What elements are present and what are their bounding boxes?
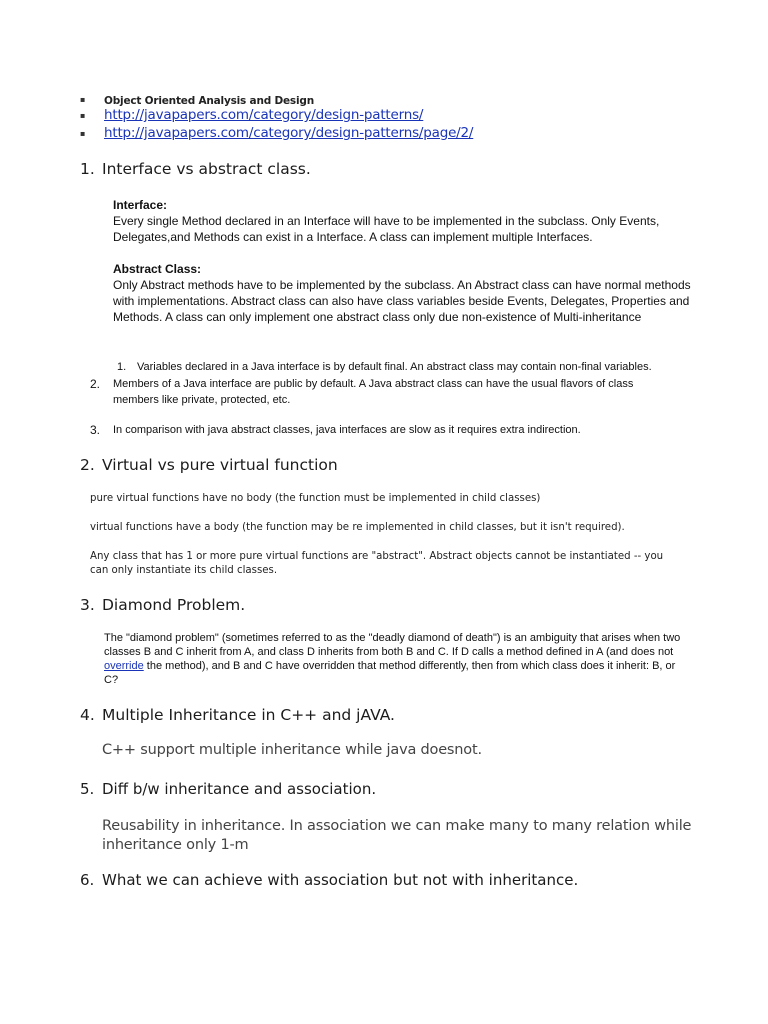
section-title: Multiple Inheritance in C++ and jAVA. [102,706,395,724]
answer-text: C++ support multiple inheritance while java doesnot. [102,742,482,758]
section-heading [80,871,578,889]
point-text: Variables declared in a Java interface is by default final. An abstract class may contain non-final variables. [137,361,652,373]
design-patterns-link[interactable]: http://javapapers.com/category/design-patterns/ [104,107,424,123]
answer-line: Reusability in inheritance. In association we can make many to many relation while [102,818,692,834]
section-number: 6. [80,871,95,889]
interface-label: Interface: [113,198,168,212]
diamond-problem-paragraph [104,631,684,687]
interface-block [113,197,693,245]
point-text-line: members like private, protected, etc. [113,394,291,406]
point-number: 3. [90,423,101,437]
point-text-line: Members of a Java interface are public by default. A Java abstract class can have the usual flavors of class [113,378,634,390]
section-heading [80,706,395,724]
paragraph-line: Any class that has 1 or more pure virtual functions are "abstract". Abstract objects cannot be instantiated -- you [90,551,664,562]
interface-text: Every single Method declared in an Interface will have to be implemented in the subclass. Only Events, Delegates,and Methods can exist in a Interface. A class can implement multiple Interfaces. [113,214,660,244]
abstract-class-block [113,261,693,325]
answer-line: inheritance only 1-m [102,837,249,853]
abstract-class-label: Abstract Class: [113,262,202,276]
section-heading [80,780,376,798]
section-number: 3. [80,596,95,614]
override-link[interactable]: override [104,660,144,672]
section-number: 5. [80,780,95,798]
section-heading [80,596,245,614]
abstract-class-text: Only Abstract methods have to be implemented by the subclass. An Abstract class can have normal methods with implementations. Abstract class can also have class variables beside Events, Delegates, Properties and Methods. A class can only implement one abstract class only due non-existence of Multi-inheritance [113,278,691,324]
section-title: What we can achieve with association but not with inheritance. [102,871,579,889]
square-bullet-icon: ▪ [80,95,86,104]
square-bullet-icon: ▪ [80,111,86,120]
paragraph [90,550,663,578]
section-number: 4. [80,706,95,724]
paragraph-text: The "diamond problem" (sometimes referred to as the "deadly diamond of death") is an ambiguity that arises when two classes B and C inherit from A, and class D inherits from both B and C. If D calls a method defined in A (and does not [104,632,681,658]
paragraph: virtual functions have a body (the function may be re implemented in child classes, but it isn't required). [90,522,625,533]
point-text: In comparison with java abstract classes, java interfaces are slow as it requires extra indirection. [113,424,581,436]
answer-text [102,817,691,855]
section-title: Diff b/w inheritance and association. [102,780,377,798]
paragraph-text: the method), and B and C have overridden that method differently, then from which class does it inherit: B, or C? [104,660,676,686]
section-title: Diamond Problem. [102,596,246,614]
paragraph: pure virtual functions have no body (the function must be implemented in child classes) [90,493,541,504]
section-heading [80,160,311,178]
section-title: Virtual vs pure virtual function [102,456,338,474]
section-number: 1. [80,160,95,178]
design-patterns-page2-link[interactable]: http://javapapers.com/category/design-patterns/page/2/ [104,125,474,141]
point-number: 2. [90,377,101,391]
paragraph-line: can only instantiate its child classes. [90,565,278,576]
square-bullet-icon: ▪ [80,129,86,138]
bullet-text: Object Oriented Analysis and Design [104,95,314,107]
section-number: 2. [80,456,95,474]
section-heading [80,456,338,474]
section-title: Interface vs abstract class. [102,160,311,178]
point-number: 1. [117,361,127,373]
